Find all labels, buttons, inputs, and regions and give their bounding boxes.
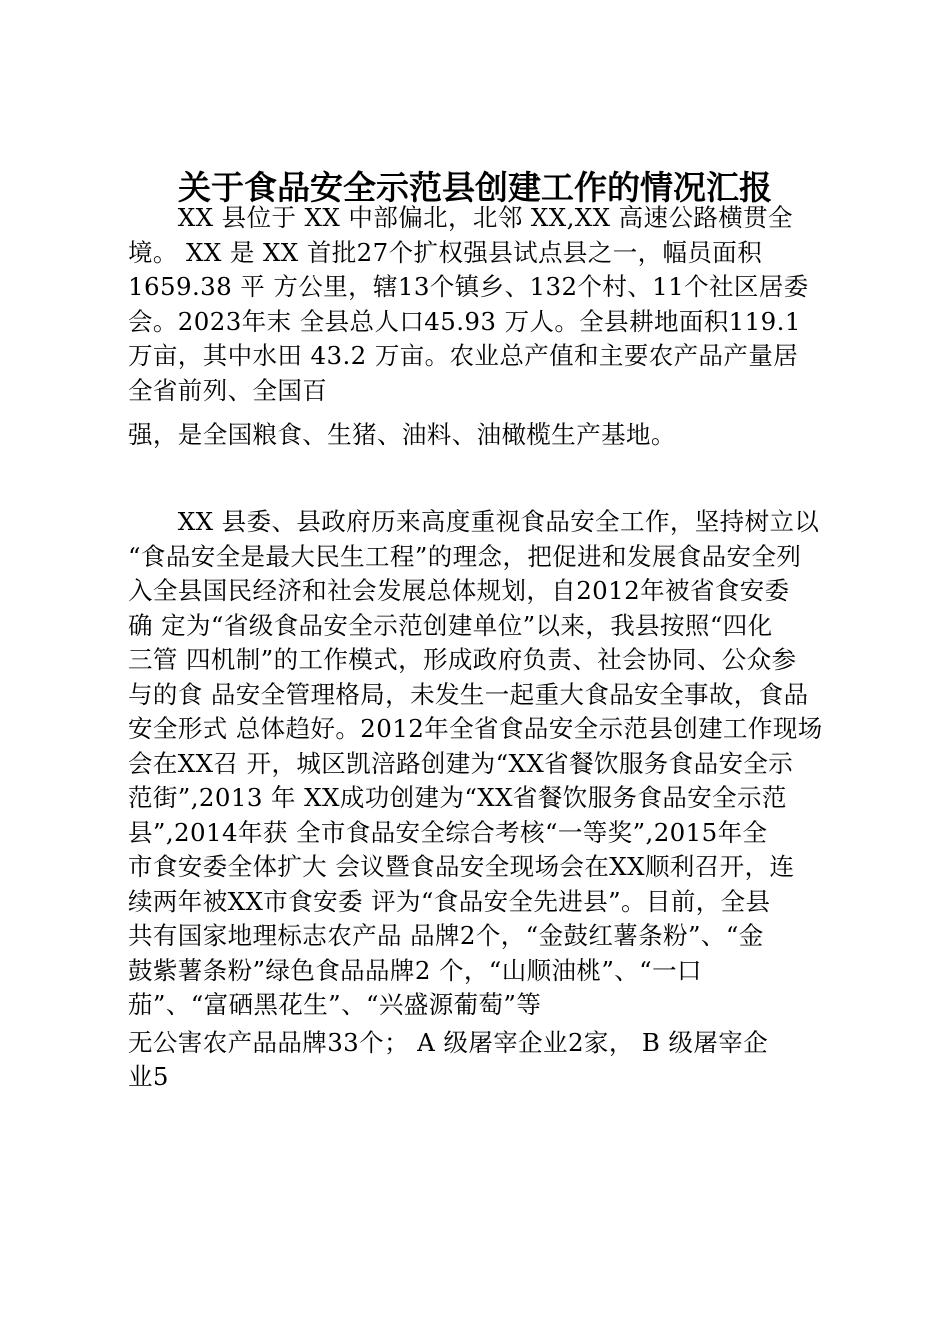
text-line: 万亩，其中水田 43.2 万亩。农业总产值和主要农产品产量居 [128, 341, 799, 370]
text-line: “食品安全是最大民生工程”的理念，把促进和发展食品安全列 [128, 541, 802, 571]
text-line: 茄”、“富硒黑花生”、“兴盛源葡萄”等 [128, 990, 542, 1019]
text-line: 会在XX召 开，城区凯涪路创建为“XX省餐饮服务食品安全示 [128, 748, 794, 778]
text-line: 强，是全国粮食、生猪、油料、油橄榄生产基地。 [128, 420, 676, 449]
text-line: 三管 四机制”的工作模式，形成政府负责、社会协同、公众参 [128, 645, 797, 674]
text-line: 入全县国民经济和社会发展总体规划，自2012年被省食安委 [128, 576, 790, 605]
text-line: 无公害农产品品牌33个； A 级屠宰企业2家， B 级屠宰企 [128, 1027, 769, 1057]
text-line: 与的食 品安全管理格局，未发生一起重大食品安全事故，食品 [128, 679, 809, 709]
text-line: XX 县位于 XX 中部偏北，北邻 XX,XX 高速公路横贯全 [128, 203, 793, 232]
text-line: 1659.38 平 方公里，辖13个镇乡、132个村、11个社区居委 [128, 272, 809, 301]
text-line: 境。 XX 是 XX 首批27个扩权强县试点县之一，幅员面积 [128, 237, 763, 267]
text-line: 范街”,2013 年 XX成功创建为“XX省餐饮服务食品安全示范 [128, 783, 787, 812]
text-line: XX 县委、县政府历来高度重视食品安全工作，坚持树立以 [128, 507, 820, 536]
text-line: 全省前列、全国百 [128, 375, 328, 405]
text-line: 会。2023年末 全县总人口45.93 万人。全县耕地面积119.1 [128, 306, 801, 336]
text-line: 共有国家地理标志农产品 品牌2个，“金鼓红薯条粉”、“金 [128, 921, 764, 950]
text-line: 安全形式 总体趋好。2012年全省食品安全示范县创建工作现场 [128, 714, 823, 743]
text-line: 确 定为“省级食品安全示范创建单位”以来，我县按照“四化 [128, 610, 773, 640]
paragraph-intro [128, 201, 833, 453]
document-title: 关于食品安全示范县创建工作的情况汇报 [178, 168, 772, 207]
text-line: 业5 [128, 1062, 169, 1091]
text-line: 县”,2014年获 全市食品安全综合考核“一等奖”,2015年全 [128, 817, 768, 847]
text-line: 鼓紫薯条粉”绿色食品品牌2 个，“山顺油桃”、“一口 [128, 955, 702, 985]
paragraph-work [128, 505, 833, 1095]
text-line: 续两年被XX市食安委 评为“食品安全先进县”。目前，全县 [128, 886, 771, 916]
text-line: 市食安委全体扩大 会议暨食品安全现场会在XX顺利召开，连 [128, 852, 795, 881]
